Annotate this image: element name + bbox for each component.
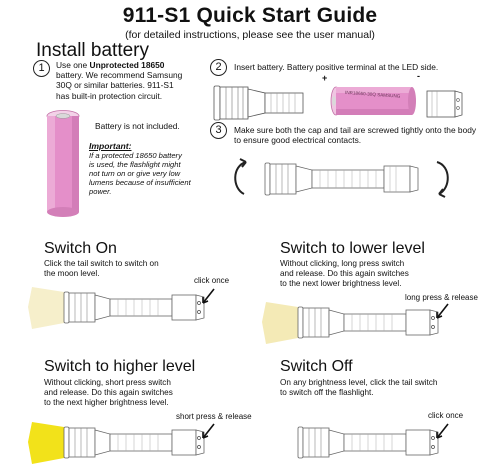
positive-terminal-sign: + [322,73,328,83]
negative-terminal-sign: - [417,71,420,81]
important-line-1: If a protected 18650 battery [89,151,182,160]
switch-on-line-1: Click the tail switch to switch on [44,259,159,268]
switch-on-line-2: the moon level. [44,269,100,278]
important-line-5: power. [89,187,112,196]
important-line-2: is used, the flashlight might [89,160,181,169]
step-1-number: 1 [33,60,50,77]
switch-lower-line-2: and release. Do this again switches [280,269,409,278]
switch-higher-line-2: and release. Do this again switches [44,388,173,397]
switch-off-line-2: to switch off the flashlight. [280,388,374,397]
flashlight-head-illustration [213,84,313,124]
step-1-battery-type: Unprotected 18650 [89,60,165,70]
guide-title: 911-S1 Quick Start Guide [122,4,378,27]
switch-on-heading: Switch On [44,240,117,257]
switch-lower-line-3: to the next lower brightness level. [280,279,402,288]
switch-off-heading: Switch Off [280,358,353,375]
important-heading: Important: [89,141,132,151]
switch-higher-line-1: Without clicking, short press switch [44,378,171,387]
battery-image [46,110,80,218]
step-3-number: 3 [210,122,227,139]
switch-off-flashlight-illustration [262,420,462,470]
battery-not-included-note: Battery is not included. [95,121,180,131]
step-3-line-1: Make sure both the cap and tail are screwed tightly onto the body [234,125,477,135]
switch-higher-text [44,378,254,408]
assembled-flashlight-illustration [264,160,424,200]
rotate-left-arrow-icon [228,158,258,198]
guide-subtitle: (for detailed instructions, please see the user manual) [125,29,375,41]
flashlight-tail-illustration [426,88,464,120]
important-line-3: not turn on or give very low [89,169,181,178]
step-1-line-2: battery. We recommend Samsung [56,70,183,81]
switch-lower-flashlight-illustration [262,300,462,350]
switch-off-line-1: On any brightness level, click the tail switch [280,378,438,387]
switch-off-text [280,378,496,398]
step-1-prefix: Use one [56,60,90,70]
switch-lower-line-1: Without clicking, long press switch [280,259,405,268]
step-3-line-2: to ensure good electrical contacts. [234,135,362,146]
install-battery-heading: Install battery [36,40,149,61]
step-1-line-3: 30Q or similar batteries. 911-S1 [56,80,174,91]
switch-lower-text [280,259,496,289]
battery-horizontal-image [330,86,416,118]
step-1-text [56,60,201,101]
rotate-right-arrow-icon [425,158,455,198]
switch-higher-flashlight-illustration [28,420,228,470]
switch-higher-press-note: short press & release [176,412,252,421]
important-line-4: lumens because of insufficient [89,178,191,187]
battery-label-text: INR18650-30Q SAMSUNG [344,89,401,99]
step-3-text [234,125,496,145]
step-2-text: Insert battery. Battery positive terminal at the LED side. [234,62,439,72]
switch-higher-heading: Switch to higher level [44,358,196,375]
switch-on-flashlight-illustration [28,285,228,335]
step-1-line-4: has built-in protection circuit. [56,90,163,101]
step-2-number: 2 [210,59,227,76]
switch-lower-heading: Switch to lower level [280,240,425,257]
switch-on-click-note: click once [194,276,230,285]
switch-higher-line-3: to the next higher brightness level. [44,398,169,407]
switch-lower-press-note: long press & release [405,293,478,302]
switch-off-click-note: click once [428,411,464,420]
important-note [89,141,209,196]
